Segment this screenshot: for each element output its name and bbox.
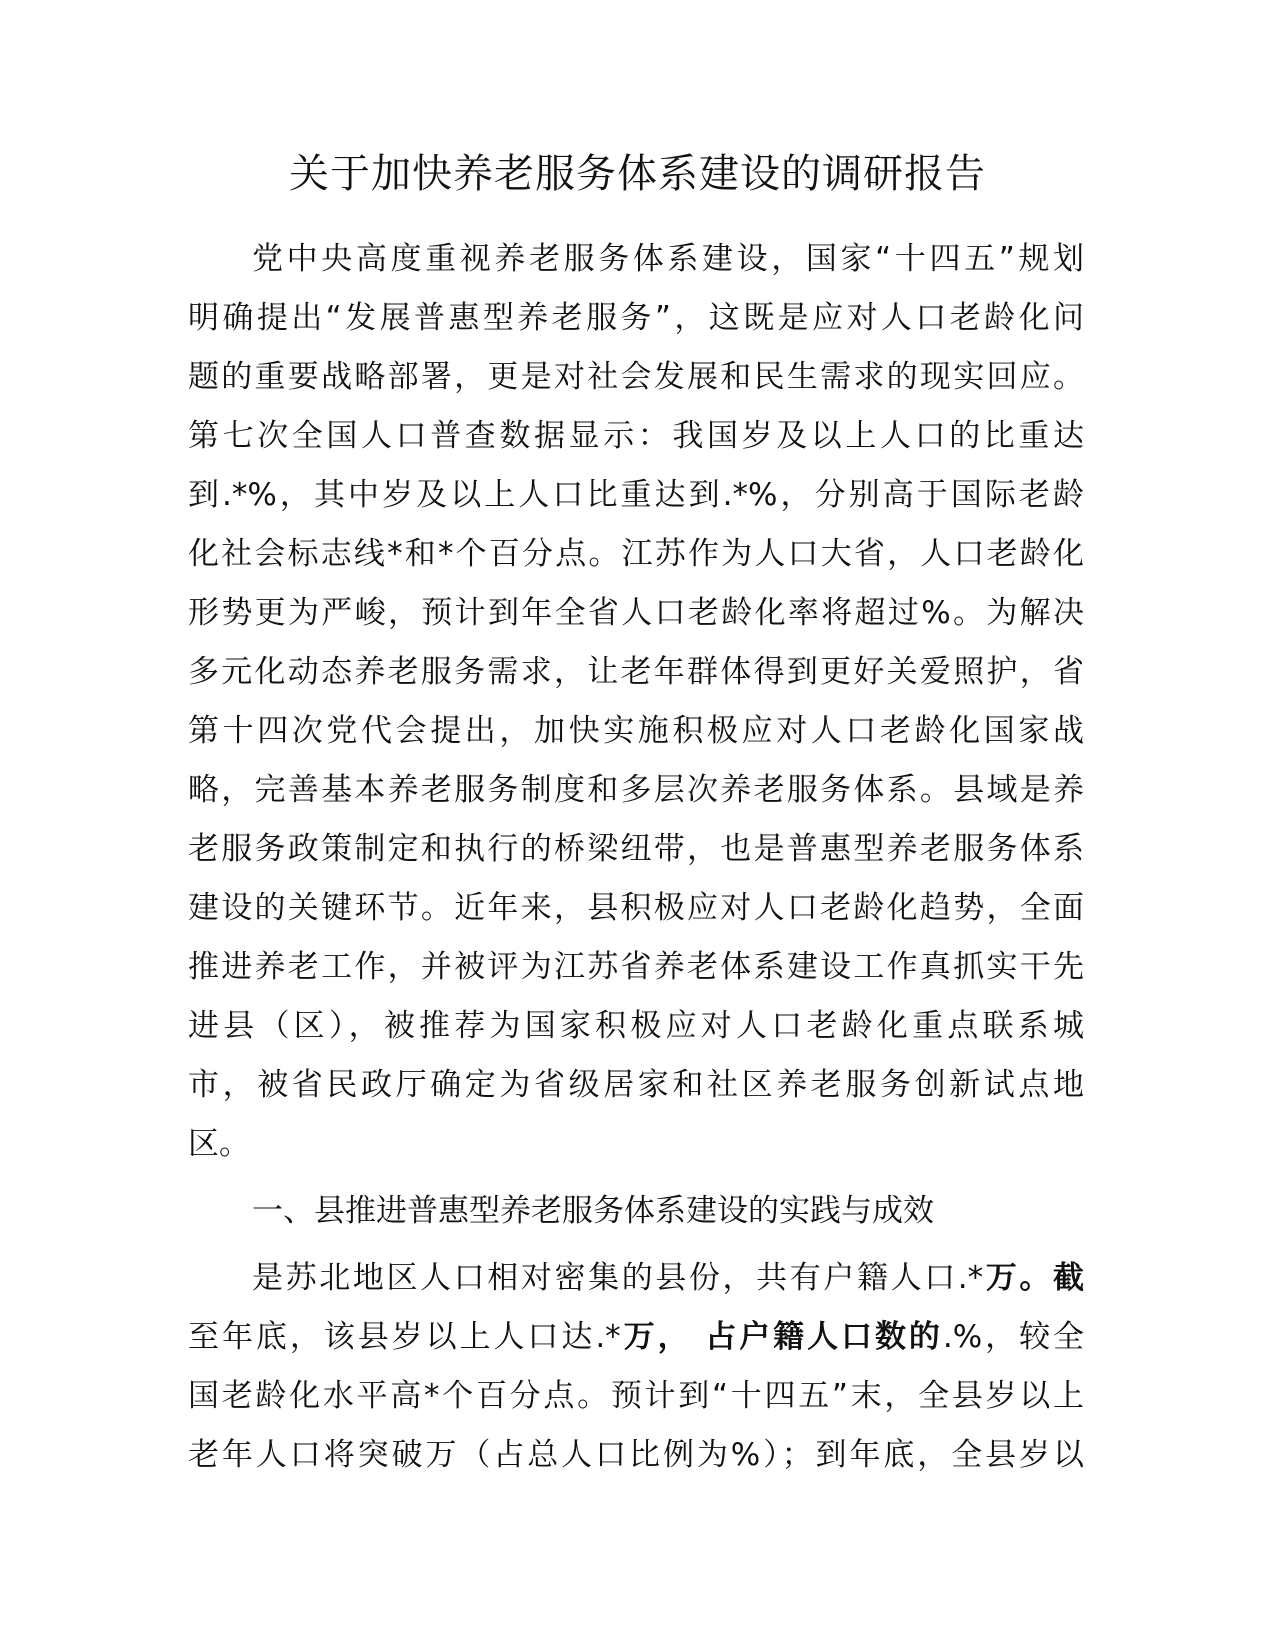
text-run: .%，较全 <box>942 1319 1085 1355</box>
text-run: 至年底，该县岁以上人口达.* <box>188 1319 621 1355</box>
paragraph-line: 进县（区），被推荐为国家积极应对人口老龄化重点联系城 <box>188 1008 1084 1044</box>
paragraph-line <box>188 1308 1084 1367</box>
paragraph-line: 题的重要战略部署，更是对社会发展和民生需求的现实回应。 <box>188 359 1084 395</box>
paragraph-line: 国老龄化水平高*个百分点。预计到“十四五”末，全县岁以上 <box>188 1378 1084 1414</box>
paragraph-line: 市，被省民政厅确定为省级居家和社区养老服务创新试点地 <box>188 1067 1084 1103</box>
paragraph-line: 老年人口将突破万（占总人口比例为%）；到年底，全县岁以 <box>188 1437 1084 1473</box>
paragraph-line: 第七次全国人口普查数据显示：我国岁及以上人口的比重达 <box>188 418 1084 454</box>
text-run: 是苏北地区人口相对密集的县份，共有户籍人口.* <box>252 1260 984 1296</box>
paragraph-intro <box>188 230 1084 1174</box>
paragraph-line <box>188 1249 1084 1308</box>
paragraph-line: 第十四次党代会提出，加快实施积极应对人口老龄化国家战 <box>188 713 1084 749</box>
paragraph-line: 多元化动态养老服务需求，让老年群体得到更好关爱照护，省 <box>188 654 1084 690</box>
paragraph-line: 区。 <box>188 1126 250 1162</box>
paragraph-line: 党中央高度重视养老服务体系建设，国家“十四五”规划 <box>252 241 1084 277</box>
bold-text-run: 万， <box>620 1319 692 1355</box>
paragraph-line: 推进养老工作，并被评为江苏省养老体系建设工作真抓实干先 <box>188 949 1084 985</box>
bold-text-run: 万。截 <box>983 1260 1085 1296</box>
paragraph-line: 明确提出“发展普惠型养老服务”，这既是应对人口老龄化问 <box>188 300 1084 336</box>
paragraph-line: 到.*%，其中岁及以上人口比重达到.*%，分别高于国际老龄 <box>188 477 1084 513</box>
document-body <box>188 230 1084 1485</box>
bold-text-run: 占户籍人口数的 <box>691 1319 943 1355</box>
section-heading: 一、县推进普惠型养老服务体系建设的实践与成效 <box>252 1193 934 1229</box>
paragraph-line: 化社会标志线*和*个百分点。江苏作为人口大省，人口老龄化 <box>188 536 1084 572</box>
paragraph-line: 建设的关键环节。近年来，县积极应对人口老龄化趋势，全面 <box>188 890 1084 926</box>
paragraph-line: 形势更为严峻，预计到年全省人口老龄化率将超过%。为解决 <box>188 595 1084 631</box>
document-title: 关于加快养老服务体系建设的调研报告 <box>289 151 986 197</box>
paragraph-line: 老服务政策制定和执行的桥梁纽带，也是普惠型养老服务体系 <box>188 831 1084 867</box>
paragraph-county <box>188 1249 1084 1485</box>
paragraph-line: 略，完善基本养老服务制度和多层次养老服务体系。县域是养 <box>188 772 1084 808</box>
